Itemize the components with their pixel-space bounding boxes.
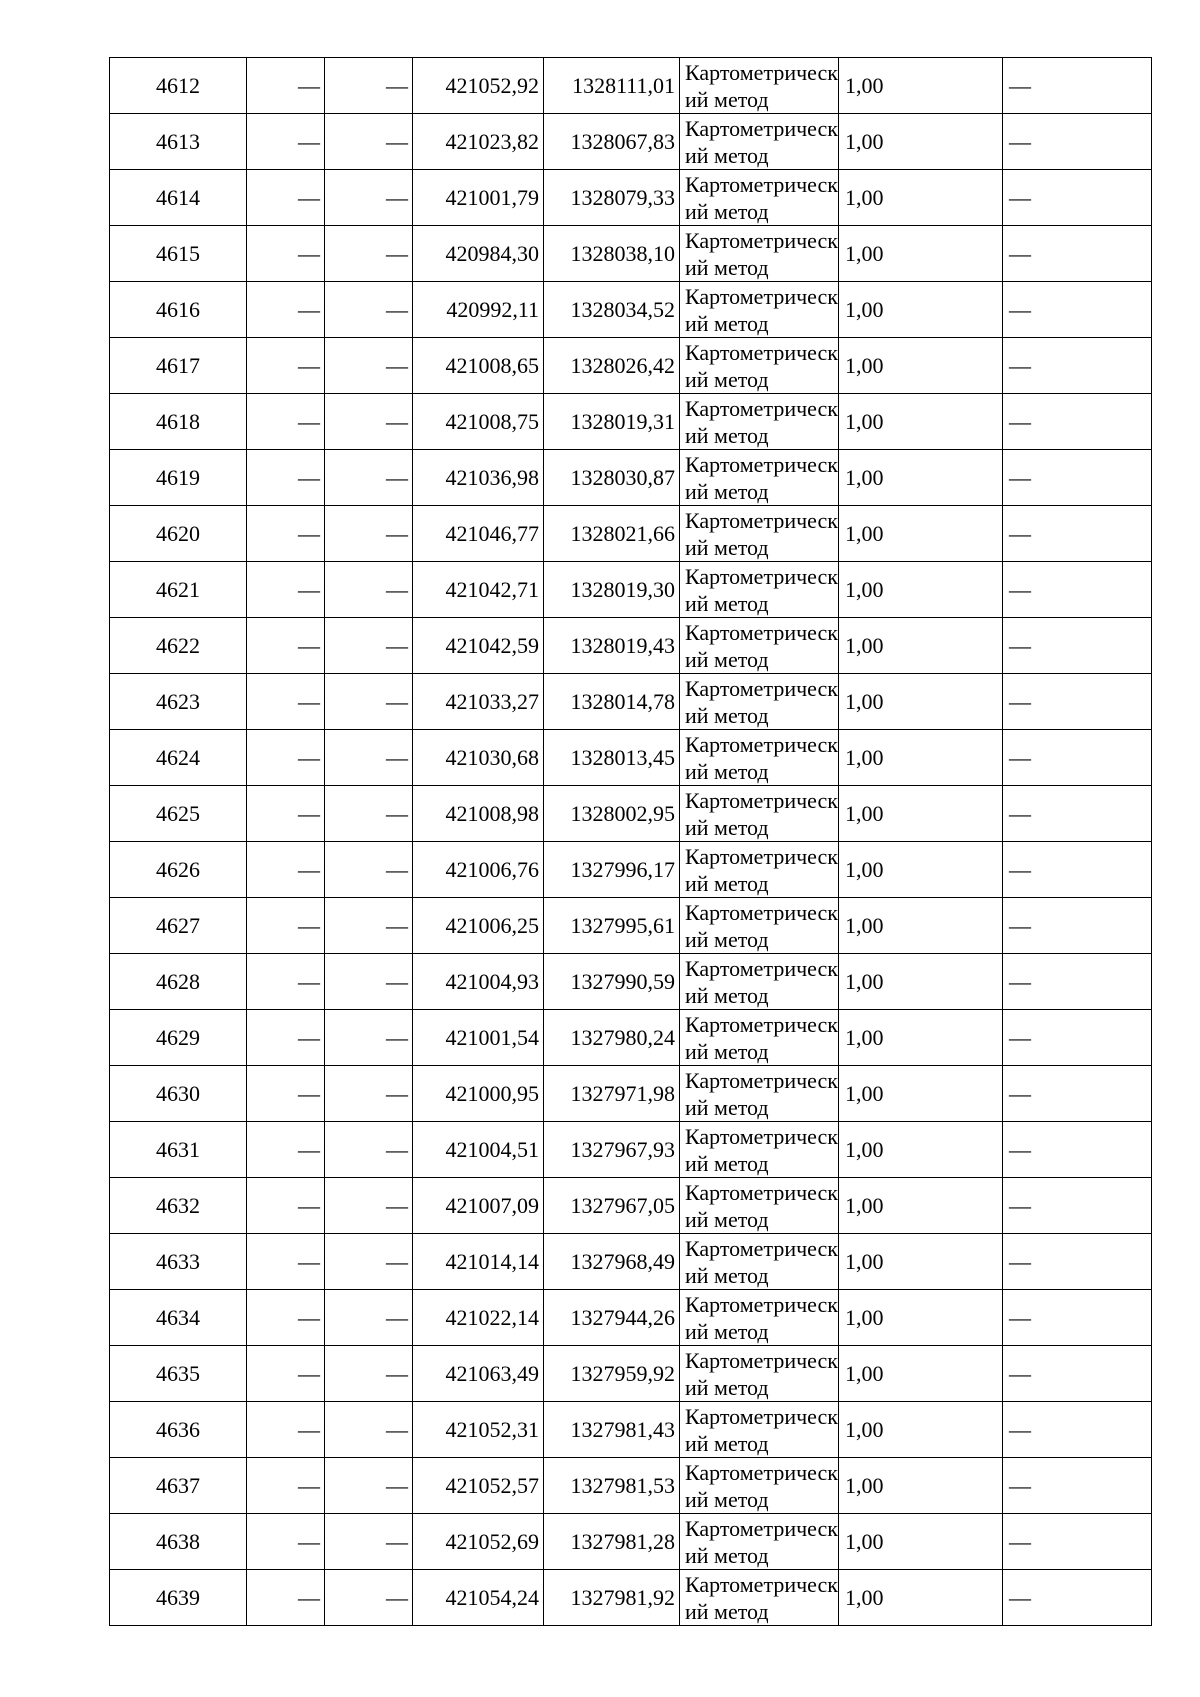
accuracy-cell: 1,00 [839, 338, 1003, 394]
old-x-cell: — [247, 1122, 325, 1178]
table-row [110, 394, 1152, 450]
method-cell: Картометрический метод [680, 1066, 839, 1122]
point-number-cell: 4637 [110, 1458, 247, 1514]
x-coordinate-cell: 421006,76 [413, 842, 544, 898]
method-cell: Картометрический метод [680, 338, 839, 394]
old-x-cell: — [247, 394, 325, 450]
y-coordinate-cell: 1328014,78 [544, 674, 680, 730]
point-number-cell: 4614 [110, 170, 247, 226]
method-cell: Картометрический метод [680, 506, 839, 562]
point-number-cell: 4638 [110, 1514, 247, 1570]
y-coordinate-cell: 1328030,87 [544, 450, 680, 506]
table-row [110, 1234, 1152, 1290]
x-coordinate-cell: 421052,69 [413, 1514, 544, 1570]
old-x-cell: — [247, 1010, 325, 1066]
method-cell: Картометрический метод [680, 842, 839, 898]
method-cell: Картометрический метод [680, 730, 839, 786]
table-row [110, 114, 1152, 170]
old-x-cell: — [247, 226, 325, 282]
old-y-cell: — [325, 1234, 413, 1290]
table-row [110, 170, 1152, 226]
note-cell: — [1003, 1514, 1152, 1570]
old-x-cell: — [247, 786, 325, 842]
point-number-cell: 4619 [110, 450, 247, 506]
note-cell: — [1003, 58, 1152, 114]
table-row [110, 226, 1152, 282]
accuracy-cell: 1,00 [839, 1458, 1003, 1514]
method-cell: Картометрический метод [680, 562, 839, 618]
old-y-cell: — [325, 114, 413, 170]
coordinates-table [109, 57, 1152, 1626]
accuracy-cell: 1,00 [839, 786, 1003, 842]
note-cell: — [1003, 114, 1152, 170]
old-y-cell: — [325, 842, 413, 898]
y-coordinate-cell: 1328034,52 [544, 282, 680, 338]
x-coordinate-cell: 421042,71 [413, 562, 544, 618]
accuracy-cell: 1,00 [839, 282, 1003, 338]
point-number-cell: 4612 [110, 58, 247, 114]
note-cell: — [1003, 394, 1152, 450]
point-number-cell: 4632 [110, 1178, 247, 1234]
point-number-cell: 4625 [110, 786, 247, 842]
point-number-cell: 4636 [110, 1402, 247, 1458]
accuracy-cell: 1,00 [839, 562, 1003, 618]
y-coordinate-cell: 1328021,66 [544, 506, 680, 562]
accuracy-cell: 1,00 [839, 114, 1003, 170]
point-number-cell: 4618 [110, 394, 247, 450]
x-coordinate-cell: 421001,54 [413, 1010, 544, 1066]
point-number-cell: 4633 [110, 1234, 247, 1290]
note-cell: — [1003, 1234, 1152, 1290]
y-coordinate-cell: 1328111,01 [544, 58, 680, 114]
note-cell: — [1003, 506, 1152, 562]
accuracy-cell: 1,00 [839, 618, 1003, 674]
old-y-cell: — [325, 730, 413, 786]
x-coordinate-cell: 421054,24 [413, 1570, 544, 1626]
table-row [110, 786, 1152, 842]
old-x-cell: — [247, 1178, 325, 1234]
x-coordinate-cell: 421033,27 [413, 674, 544, 730]
point-number-cell: 4615 [110, 226, 247, 282]
old-y-cell: — [325, 450, 413, 506]
x-coordinate-cell: 421052,31 [413, 1402, 544, 1458]
point-number-cell: 4639 [110, 1570, 247, 1626]
old-y-cell: — [325, 170, 413, 226]
note-cell: — [1003, 338, 1152, 394]
note-cell: — [1003, 1066, 1152, 1122]
x-coordinate-cell: 421030,68 [413, 730, 544, 786]
accuracy-cell: 1,00 [839, 58, 1003, 114]
x-coordinate-cell: 421036,98 [413, 450, 544, 506]
x-coordinate-cell: 421063,49 [413, 1346, 544, 1402]
table-row [110, 842, 1152, 898]
note-cell: — [1003, 618, 1152, 674]
method-cell: Картометрический метод [680, 1290, 839, 1346]
note-cell: — [1003, 842, 1152, 898]
point-number-cell: 4627 [110, 898, 247, 954]
accuracy-cell: 1,00 [839, 730, 1003, 786]
y-coordinate-cell: 1328019,43 [544, 618, 680, 674]
x-coordinate-cell: 421023,82 [413, 114, 544, 170]
method-cell: Картометрический метод [680, 394, 839, 450]
old-x-cell: — [247, 1290, 325, 1346]
y-coordinate-cell: 1327981,43 [544, 1402, 680, 1458]
method-cell: Картометрический метод [680, 1122, 839, 1178]
accuracy-cell: 1,00 [839, 1010, 1003, 1066]
table-row [110, 450, 1152, 506]
table-row [110, 1178, 1152, 1234]
table-row [110, 58, 1152, 114]
note-cell: — [1003, 450, 1152, 506]
y-coordinate-cell: 1327968,49 [544, 1234, 680, 1290]
accuracy-cell: 1,00 [839, 954, 1003, 1010]
method-cell: Картометрический метод [680, 1570, 839, 1626]
accuracy-cell: 1,00 [839, 1066, 1003, 1122]
method-cell: Картометрический метод [680, 786, 839, 842]
table-row [110, 338, 1152, 394]
old-y-cell: — [325, 1570, 413, 1626]
old-x-cell: — [247, 1234, 325, 1290]
old-x-cell: — [247, 114, 325, 170]
note-cell: — [1003, 1122, 1152, 1178]
point-number-cell: 4624 [110, 730, 247, 786]
table-row [110, 1346, 1152, 1402]
method-cell: Картометрический метод [680, 1346, 839, 1402]
old-y-cell: — [325, 1346, 413, 1402]
point-number-cell: 4616 [110, 282, 247, 338]
y-coordinate-cell: 1327967,05 [544, 1178, 680, 1234]
old-x-cell: — [247, 58, 325, 114]
x-coordinate-cell: 421004,93 [413, 954, 544, 1010]
point-number-cell: 4613 [110, 114, 247, 170]
old-x-cell: — [247, 506, 325, 562]
y-coordinate-cell: 1327995,61 [544, 898, 680, 954]
x-coordinate-cell: 421008,65 [413, 338, 544, 394]
method-cell: Картометрический метод [680, 898, 839, 954]
method-cell: Картометрический метод [680, 170, 839, 226]
y-coordinate-cell: 1327959,92 [544, 1346, 680, 1402]
accuracy-cell: 1,00 [839, 674, 1003, 730]
old-x-cell: — [247, 1402, 325, 1458]
y-coordinate-cell: 1327944,26 [544, 1290, 680, 1346]
x-coordinate-cell: 421046,77 [413, 506, 544, 562]
old-x-cell: — [247, 170, 325, 226]
method-cell: Картометрический метод [680, 226, 839, 282]
old-y-cell: — [325, 1066, 413, 1122]
table-row [110, 1122, 1152, 1178]
old-y-cell: — [325, 898, 413, 954]
old-y-cell: — [325, 226, 413, 282]
x-coordinate-cell: 421004,51 [413, 1122, 544, 1178]
x-coordinate-cell: 421022,14 [413, 1290, 544, 1346]
old-x-cell: — [247, 282, 325, 338]
old-x-cell: — [247, 450, 325, 506]
point-number-cell: 4635 [110, 1346, 247, 1402]
old-x-cell: — [247, 1458, 325, 1514]
accuracy-cell: 1,00 [839, 506, 1003, 562]
old-y-cell: — [325, 674, 413, 730]
note-cell: — [1003, 1346, 1152, 1402]
point-number-cell: 4628 [110, 954, 247, 1010]
old-y-cell: — [325, 394, 413, 450]
accuracy-cell: 1,00 [839, 226, 1003, 282]
note-cell: — [1003, 1570, 1152, 1626]
table-row [110, 1458, 1152, 1514]
x-coordinate-cell: 421014,14 [413, 1234, 544, 1290]
old-x-cell: — [247, 1346, 325, 1402]
table-row [110, 618, 1152, 674]
old-y-cell: — [325, 1178, 413, 1234]
old-y-cell: — [325, 1122, 413, 1178]
y-coordinate-cell: 1328013,45 [544, 730, 680, 786]
table-row [110, 562, 1152, 618]
old-y-cell: — [325, 1290, 413, 1346]
x-coordinate-cell: 421008,98 [413, 786, 544, 842]
table-row [110, 1514, 1152, 1570]
y-coordinate-cell: 1327967,93 [544, 1122, 680, 1178]
point-number-cell: 4623 [110, 674, 247, 730]
old-x-cell: — [247, 674, 325, 730]
accuracy-cell: 1,00 [839, 1178, 1003, 1234]
old-y-cell: — [325, 282, 413, 338]
x-coordinate-cell: 420992,11 [413, 282, 544, 338]
method-cell: Картометрический метод [680, 1010, 839, 1066]
method-cell: Картометрический метод [680, 954, 839, 1010]
point-number-cell: 4626 [110, 842, 247, 898]
accuracy-cell: 1,00 [839, 450, 1003, 506]
y-coordinate-cell: 1328067,83 [544, 114, 680, 170]
accuracy-cell: 1,00 [839, 394, 1003, 450]
point-number-cell: 4622 [110, 618, 247, 674]
table-row [110, 282, 1152, 338]
table-row [110, 730, 1152, 786]
accuracy-cell: 1,00 [839, 170, 1003, 226]
note-cell: — [1003, 730, 1152, 786]
note-cell: — [1003, 1290, 1152, 1346]
old-y-cell: — [325, 1402, 413, 1458]
accuracy-cell: 1,00 [839, 842, 1003, 898]
note-cell: — [1003, 1402, 1152, 1458]
old-x-cell: — [247, 1514, 325, 1570]
old-x-cell: — [247, 730, 325, 786]
old-x-cell: — [247, 842, 325, 898]
old-y-cell: — [325, 954, 413, 1010]
y-coordinate-cell: 1327981,92 [544, 1570, 680, 1626]
note-cell: — [1003, 1010, 1152, 1066]
old-y-cell: — [325, 618, 413, 674]
old-y-cell: — [325, 58, 413, 114]
point-number-cell: 4617 [110, 338, 247, 394]
method-cell: Картометрический метод [680, 1514, 839, 1570]
note-cell: — [1003, 1178, 1152, 1234]
y-coordinate-cell: 1328019,31 [544, 394, 680, 450]
old-y-cell: — [325, 1514, 413, 1570]
x-coordinate-cell: 421000,95 [413, 1066, 544, 1122]
accuracy-cell: 1,00 [839, 1234, 1003, 1290]
old-x-cell: — [247, 338, 325, 394]
method-cell: Картометрический метод [680, 282, 839, 338]
note-cell: — [1003, 1458, 1152, 1514]
table-row [110, 954, 1152, 1010]
method-cell: Картометрический метод [680, 618, 839, 674]
old-x-cell: — [247, 954, 325, 1010]
accuracy-cell: 1,00 [839, 1346, 1003, 1402]
old-x-cell: — [247, 898, 325, 954]
table-row [110, 1290, 1152, 1346]
old-x-cell: — [247, 618, 325, 674]
y-coordinate-cell: 1328026,42 [544, 338, 680, 394]
x-coordinate-cell: 421007,09 [413, 1178, 544, 1234]
x-coordinate-cell: 421001,79 [413, 170, 544, 226]
note-cell: — [1003, 786, 1152, 842]
note-cell: — [1003, 674, 1152, 730]
old-y-cell: — [325, 338, 413, 394]
y-coordinate-cell: 1328038,10 [544, 226, 680, 282]
table-row [110, 1570, 1152, 1626]
old-x-cell: — [247, 562, 325, 618]
table-row [110, 898, 1152, 954]
x-coordinate-cell: 421042,59 [413, 618, 544, 674]
old-y-cell: — [325, 1458, 413, 1514]
y-coordinate-cell: 1327981,28 [544, 1514, 680, 1570]
method-cell: Картометрический метод [680, 674, 839, 730]
y-coordinate-cell: 1328019,30 [544, 562, 680, 618]
y-coordinate-cell: 1327980,24 [544, 1010, 680, 1066]
note-cell: — [1003, 170, 1152, 226]
method-cell: Картометрический метод [680, 58, 839, 114]
y-coordinate-cell: 1327996,17 [544, 842, 680, 898]
accuracy-cell: 1,00 [839, 898, 1003, 954]
point-number-cell: 4630 [110, 1066, 247, 1122]
x-coordinate-cell: 421052,57 [413, 1458, 544, 1514]
old-y-cell: — [325, 506, 413, 562]
table-row [110, 1402, 1152, 1458]
x-coordinate-cell: 421006,25 [413, 898, 544, 954]
point-number-cell: 4620 [110, 506, 247, 562]
accuracy-cell: 1,00 [839, 1402, 1003, 1458]
table-row [110, 1066, 1152, 1122]
y-coordinate-cell: 1327981,53 [544, 1458, 680, 1514]
accuracy-cell: 1,00 [839, 1514, 1003, 1570]
y-coordinate-cell: 1328079,33 [544, 170, 680, 226]
old-x-cell: — [247, 1066, 325, 1122]
point-number-cell: 4621 [110, 562, 247, 618]
table-row [110, 674, 1152, 730]
old-y-cell: — [325, 562, 413, 618]
method-cell: Картометрический метод [680, 114, 839, 170]
accuracy-cell: 1,00 [839, 1290, 1003, 1346]
old-x-cell: — [247, 1570, 325, 1626]
accuracy-cell: 1,00 [839, 1122, 1003, 1178]
table-row [110, 1010, 1152, 1066]
point-number-cell: 4634 [110, 1290, 247, 1346]
y-coordinate-cell: 1327990,59 [544, 954, 680, 1010]
y-coordinate-cell: 1327971,98 [544, 1066, 680, 1122]
note-cell: — [1003, 898, 1152, 954]
x-coordinate-cell: 421008,75 [413, 394, 544, 450]
old-y-cell: — [325, 1010, 413, 1066]
y-coordinate-cell: 1328002,95 [544, 786, 680, 842]
method-cell: Картометрический метод [680, 1402, 839, 1458]
accuracy-cell: 1,00 [839, 1570, 1003, 1626]
method-cell: Картометрический метод [680, 450, 839, 506]
table-body [110, 58, 1152, 1626]
note-cell: — [1003, 562, 1152, 618]
method-cell: Картометрический метод [680, 1458, 839, 1514]
method-cell: Картометрический метод [680, 1234, 839, 1290]
note-cell: — [1003, 226, 1152, 282]
x-coordinate-cell: 420984,30 [413, 226, 544, 282]
point-number-cell: 4631 [110, 1122, 247, 1178]
note-cell: — [1003, 954, 1152, 1010]
note-cell: — [1003, 282, 1152, 338]
method-cell: Картометрический метод [680, 1178, 839, 1234]
table-row [110, 506, 1152, 562]
x-coordinate-cell: 421052,92 [413, 58, 544, 114]
old-y-cell: — [325, 786, 413, 842]
point-number-cell: 4629 [110, 1010, 247, 1066]
